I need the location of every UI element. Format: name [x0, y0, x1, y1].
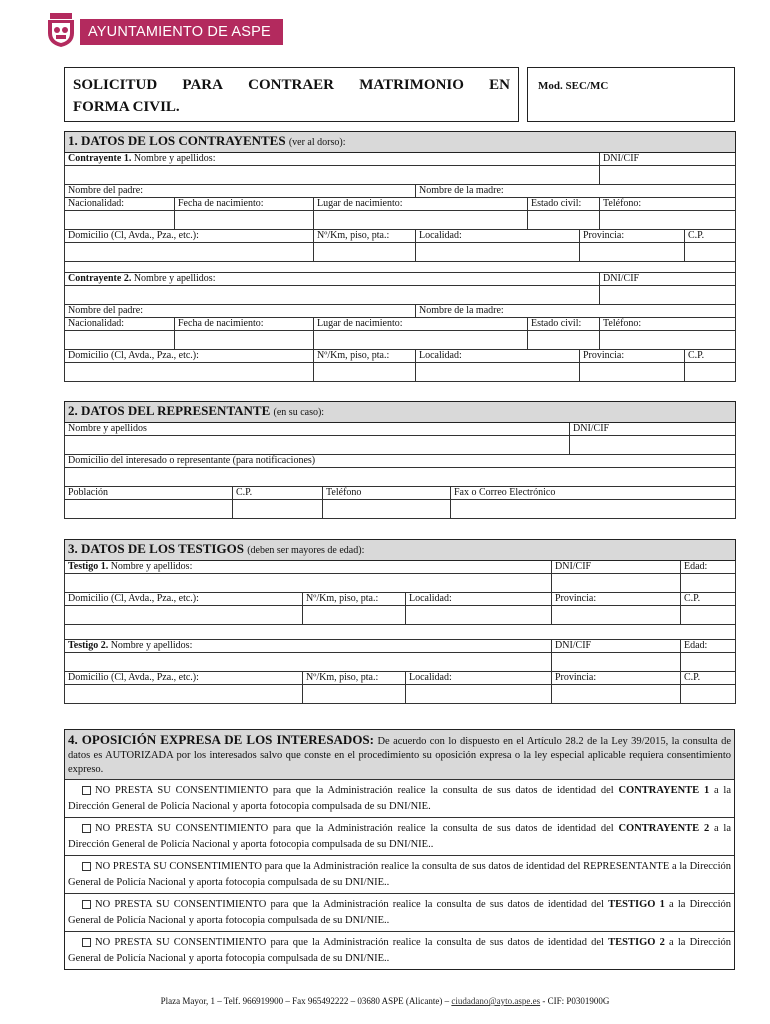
fax-email-field[interactable]	[451, 500, 736, 519]
address-field[interactable]	[65, 363, 314, 382]
address-field[interactable]	[65, 685, 303, 704]
consent-item-contrayente-1	[65, 779, 734, 817]
section-testigos	[64, 539, 736, 704]
province-field[interactable]	[580, 363, 685, 382]
contrayente-1-dni-field[interactable]	[600, 166, 736, 185]
consent-subject: TESTIGO 2	[608, 937, 665, 948]
section-1-title: 1. DATOS DE LOS CONTRAYENTES	[68, 133, 286, 148]
age-label: Edad:	[684, 561, 708, 572]
model-code: Mod. SEC/MC	[527, 67, 735, 122]
birth-date-field[interactable]	[175, 331, 314, 350]
contrayente-2-name-field[interactable]	[65, 286, 600, 305]
cp-label: C.P.	[684, 593, 701, 604]
title-word: PARA	[182, 77, 223, 93]
cp-label: C.P.	[236, 487, 253, 498]
name-label: Nombre y apellidos:	[110, 640, 193, 651]
town-field[interactable]	[65, 500, 233, 519]
address-field[interactable]	[65, 606, 303, 625]
representative-name-field[interactable]	[65, 436, 570, 455]
phone-label: Teléfono:	[603, 318, 642, 329]
province-label: Provincia:	[555, 672, 597, 683]
consent-lead: NO PRESTA SU CONSENTIMIENTO para que la Administración realice la consulta de sus datos de identidad del	[95, 937, 604, 948]
father-field[interactable]	[65, 185, 416, 198]
nationality-label: Nacionalidad:	[68, 318, 125, 329]
title-word: CONTRAER	[248, 77, 334, 93]
separator	[65, 262, 736, 273]
witness-1-age-field[interactable]	[681, 574, 736, 593]
footer-email-link[interactable]: ciudadano@ayto.aspe.es	[451, 996, 541, 1006]
consent-item-testigo-1	[65, 893, 734, 931]
witness-2-name-field[interactable]	[65, 653, 552, 672]
witness-1-label: Testigo 1.	[68, 561, 109, 572]
locality-label: Localidad:	[409, 672, 452, 683]
section-4-header	[65, 730, 734, 779]
coat-of-arms-icon	[46, 13, 76, 47]
footer-address: Plaza Mayor, 1 – Telf. 966919900 – Fax 965492222 – 03680 ASPE (Alicante) –	[160, 996, 450, 1006]
province-field[interactable]	[580, 243, 685, 262]
section-2-header	[65, 402, 736, 423]
cp-label: C.P.	[688, 230, 705, 241]
civil-status-field[interactable]	[528, 211, 600, 230]
number-field[interactable]	[314, 243, 416, 262]
section-2-note: (en su caso):	[273, 407, 325, 418]
locality-field[interactable]	[416, 243, 580, 262]
consent-subject: TESTIGO 1	[608, 899, 665, 910]
separator	[65, 625, 736, 640]
consent-subject: CONTRAYENTE 2	[618, 823, 710, 834]
address-label: Domicilio (Cl, Avda., Pza., etc.):	[68, 350, 199, 361]
father-label: Nombre del padre:	[68, 305, 143, 316]
name-label: Nombre y apellidos:	[133, 273, 216, 284]
consent-item-representante	[65, 855, 734, 893]
consent-subject: CONTRAYENTE 1	[618, 785, 710, 796]
mother-field[interactable]	[416, 305, 736, 318]
civil-status-label: Estado civil:	[531, 318, 582, 329]
province-label: Provincia:	[583, 350, 625, 361]
nationality-field[interactable]	[65, 211, 175, 230]
address-field[interactable]	[65, 243, 314, 262]
province-label: Provincia:	[583, 230, 625, 241]
checkbox-icon[interactable]	[82, 786, 91, 795]
title-word: EN	[489, 77, 510, 93]
mother-label: Nombre de la madre:	[419, 305, 504, 316]
name-label: Nombre y apellidos	[68, 423, 147, 434]
footer-cif: - CIF: P0301900G	[542, 996, 610, 1006]
number-label: Nº/Km, piso, pta.:	[306, 672, 379, 683]
checkbox-icon[interactable]	[82, 824, 91, 833]
province-label: Provincia:	[555, 593, 597, 604]
consent-item-contrayente-2	[65, 817, 734, 855]
locality-label: Localidad:	[419, 230, 462, 241]
dni-label: DNI/CIF	[555, 561, 592, 572]
phone-field[interactable]	[600, 331, 736, 350]
consent-subject: REPRESENTANTE	[583, 861, 670, 872]
province-field[interactable]	[552, 685, 681, 704]
phone-field[interactable]	[600, 211, 736, 230]
father-label: Nombre del padre:	[68, 185, 143, 196]
locality-field[interactable]	[416, 363, 580, 382]
birth-date-field[interactable]	[175, 211, 314, 230]
locality-field[interactable]	[406, 606, 552, 625]
witness-1-dni-field[interactable]	[552, 574, 681, 593]
fax-email-label: Fax o Correo Electrónico	[454, 487, 556, 498]
phone-label: Teléfono	[326, 487, 362, 498]
section-3-header	[65, 540, 736, 561]
section-oposicion	[64, 729, 735, 970]
dni-label: DNI/CIF	[573, 423, 610, 434]
cp-field[interactable]	[681, 606, 736, 625]
number-field[interactable]	[314, 363, 416, 382]
section-2-title: 2. DATOS DEL REPRESENTANTE	[68, 403, 271, 418]
birth-place-field[interactable]	[314, 211, 528, 230]
checkbox-icon[interactable]	[82, 900, 91, 909]
consent-rest: a la Dirección General de Policía Nacional y aporta fotocopia compulsada de su DNI/NIE..	[68, 861, 731, 888]
organization-banner: AYUNTAMIENTO DE ASPE	[80, 19, 283, 45]
consent-lead: NO PRESTA SU CONSENTIMIENTO para que la Administración realice la consulta de sus datos de identidad del	[95, 861, 581, 872]
form-title	[64, 67, 519, 122]
contrayente-1-name-field[interactable]	[65, 166, 600, 185]
section-4-title: 4. OPOSICIÓN EXPRESA DE LOS INTERESADOS:	[68, 732, 374, 747]
dni-label: DNI/CIF	[555, 640, 592, 651]
witness-1-name-field[interactable]	[65, 574, 552, 593]
age-label: Edad:	[684, 640, 708, 651]
birth-place-label: Lugar de nacimiento:	[317, 198, 403, 209]
section-1-header	[65, 132, 736, 153]
consent-lead: NO PRESTA SU CONSENTIMIENTO para que la Administración realice la consulta de sus datos de identidad del	[95, 785, 614, 796]
section-contrayentes	[64, 131, 736, 382]
number-label: Nº/Km, piso, pta.:	[306, 593, 379, 604]
cp-label: C.P.	[684, 672, 701, 683]
cp-field[interactable]	[233, 500, 323, 519]
locality-label: Localidad:	[409, 593, 452, 604]
section-3-title: 3. DATOS DE LOS TESTIGOS	[68, 541, 244, 556]
name-label: Nombre y apellidos:	[133, 153, 216, 164]
cp-field[interactable]	[685, 243, 736, 262]
checkbox-icon[interactable]	[82, 938, 91, 947]
number-field[interactable]	[303, 606, 406, 625]
notification-address-field[interactable]	[65, 468, 736, 487]
consent-rest: a la Dirección General de Policía Nacional y aporta fotocopia compulsada de su DNI/NIE.	[68, 785, 732, 812]
contrayente-1-label: Contrayente 1.	[68, 153, 132, 164]
mother-field[interactable]	[416, 185, 736, 198]
mother-label: Nombre de la madre:	[419, 185, 504, 196]
civil-status-label: Estado civil:	[531, 198, 582, 209]
consent-lead: NO PRESTA SU CONSENTIMIENTO para que la Administración realice la consulta de sus datos de identidad del	[95, 899, 604, 910]
nationality-field[interactable]	[65, 331, 175, 350]
consent-rest: a la Dirección General de Policía Nacional y aporta fotocopia compulsada de su DNI/NIE..	[68, 823, 732, 850]
number-label: Nº/Km, piso, pta.:	[317, 350, 390, 361]
birth-date-label: Fecha de nacimiento:	[178, 198, 264, 209]
witness-2-label: Testigo 2.	[68, 640, 109, 651]
phone-label: Teléfono:	[603, 198, 642, 209]
title-word: SOLICITUD	[73, 77, 158, 93]
dni-label: DNI/CIF	[603, 153, 640, 164]
consent-lead: NO PRESTA SU CONSENTIMIENTO para que la Administración realice la consulta de sus datos de identidad del	[95, 823, 614, 834]
section-representante	[64, 401, 736, 519]
phone-field[interactable]	[323, 500, 451, 519]
birth-date-label: Fecha de nacimiento:	[178, 318, 264, 329]
number-field[interactable]	[303, 685, 406, 704]
locality-label: Localidad:	[419, 350, 462, 361]
contrayente-2-label: Contrayente 2.	[68, 273, 132, 284]
title-word: MATRIMONIO	[359, 77, 464, 93]
address-label: Domicilio (Cl, Avda., Pza., etc.):	[68, 230, 199, 241]
civil-status-field[interactable]	[528, 331, 600, 350]
father-field[interactable]	[65, 305, 416, 318]
section-1-note: (ver al dorso):	[288, 137, 346, 148]
witness-2-dni-field[interactable]	[552, 653, 681, 672]
witness-2-age-field[interactable]	[681, 653, 736, 672]
name-label: Nombre y apellidos:	[110, 561, 193, 572]
section-4-intro: De acuerdo con lo dispuesto en el Artículo 28.2 de la Ley 39/2015, la consulta de datos es AUTORIZADA por los interesados salvo que conste en el procedimiento su oposición expresa o la ley especial aplicable requiera consentimiento expreso.	[68, 736, 731, 775]
town-label: Población	[68, 487, 108, 498]
footer	[0, 996, 770, 1006]
contrayente-2-dni-field[interactable]	[600, 286, 736, 305]
cp-field[interactable]	[681, 685, 736, 704]
birth-place-field[interactable]	[314, 331, 528, 350]
consent-item-testigo-2	[65, 931, 734, 969]
address-label: Domicilio (Cl, Avda., Pza., etc.):	[68, 672, 199, 683]
cp-label: C.P.	[688, 350, 705, 361]
checkbox-icon[interactable]	[82, 862, 91, 871]
consent-rest: a la Dirección General de Policía Nacional y aporta fotocopia compulsada de su DNI/NIE..	[68, 937, 731, 964]
nationality-label: Nacionalidad:	[68, 198, 125, 209]
birth-place-label: Lugar de nacimiento:	[317, 318, 403, 329]
dni-label: DNI/CIF	[603, 273, 640, 284]
cp-field[interactable]	[685, 363, 736, 382]
representative-dni-field[interactable]	[570, 436, 736, 455]
locality-field[interactable]	[406, 685, 552, 704]
province-field[interactable]	[552, 606, 681, 625]
number-label: Nº/Km, piso, pta.:	[317, 230, 390, 241]
section-3-note: (deben ser mayores de edad):	[247, 545, 365, 556]
address-label: Domicilio (Cl, Avda., Pza., etc.):	[68, 593, 199, 604]
consent-rest: a la Dirección General de Policía Nacional y aporta fotocopia compulsada de su DNI/NIE..	[68, 899, 731, 926]
title-line-2: FORMA CIVIL.	[73, 99, 180, 115]
notification-address-label: Domicilio del interesado o representante (para notificaciones)	[68, 455, 316, 466]
